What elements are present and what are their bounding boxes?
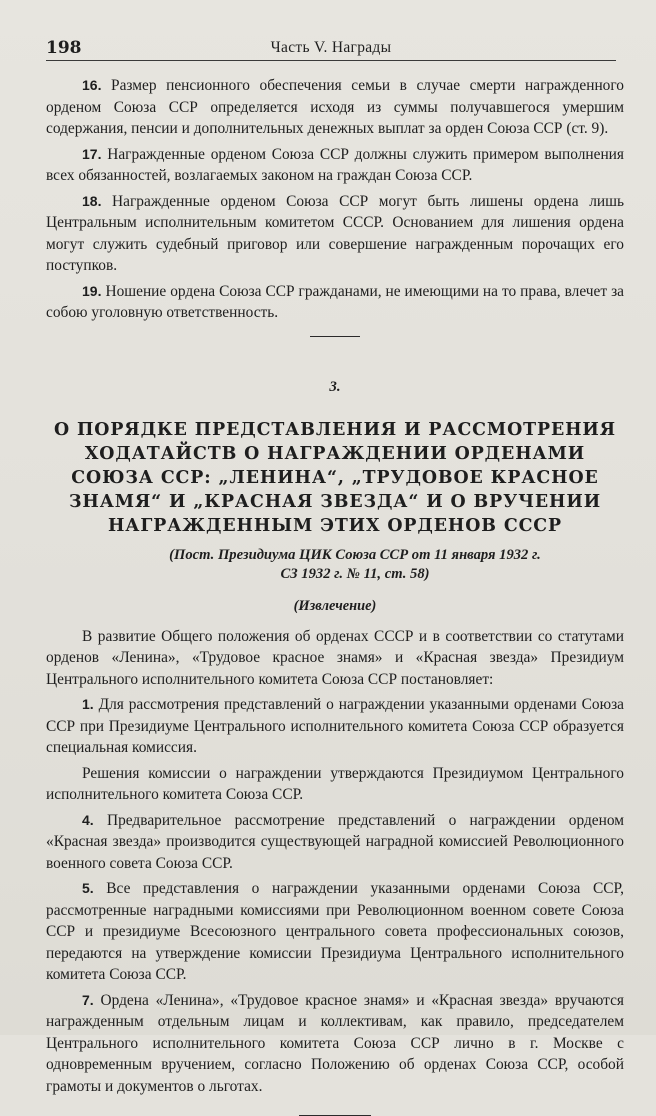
page-number: 198 [46,38,82,58]
paragraph-19 [46,281,624,324]
paragraph-number: 19. [82,282,102,299]
paragraph-text: Награжденные орденом Союза ССР должны служить примером выполнения всех обязанностей, возлагаемых законом на граждан Союза ССР. [46,145,624,184]
running-title: Часть V. Награды [270,39,392,56]
paragraph-text: Награжденные орденом Союза ССР могут быть лишены ордена лишь Центральным исполнительным комитетом СССР. Основанием для лишения ордена могут служить судебный приговор или совершение награжденным порочащих его поступков. [46,192,624,274]
paragraph-number: 7. [82,991,94,1008]
section-title: О ПОРЯДКЕ ПРЕДСТАВЛЕНИЯ И РАССМОТРЕНИЯ ХОДАТАЙСТВ О НАГРАЖДЕНИИ ОРДЕНАМИ СОЮЗА ССР: „ЛЕНИНА“, „ТРУДОВОЕ КРАСНОЕ ЗНАМЯ“ И „КРАСНАЯ ЗВЕЗДА“ И О ВРУЧЕНИИ НАГРАЖДЕННЫМ ЭТИХ ОРДЕНОВ СССР [53,420,616,536]
paragraph-4 [46,810,624,875]
section-number: 3. [329,378,341,395]
section-divider [310,336,360,337]
paragraph-number: 4. [82,811,94,828]
paragraph-number: 1. [82,696,94,712]
page-body [46,75,624,1116]
source-line-1: (Пост. Президиума ЦИК Союза ССР от 11 января 1932 г. [169,547,541,563]
paragraph-number: 18. [82,192,102,209]
paragraph-text: Для рассмотрения представлений о награждении указанными орденами Союза ССР при Президиуме Центрального исполнительного комитета Союза ССР образуется специальная комиссия. [46,696,624,756]
paragraph-number: 17. [82,145,102,162]
source-citation [86,546,624,584]
paragraph-text: В развитие Общего положения об орденах СССР и в соответствии со статутами орденов «Ленина», «Трудовое красное знамя» и «Красная звезда» Президиум Центрального исполнительного комитета Союза ССР постановляет: [46,627,624,688]
paragraph-7 [46,990,624,1098]
paragraph-number: 5. [82,880,94,896]
page-header [46,34,616,61]
paragraph-decisions [46,763,624,806]
paragraph-text: Размер пенсионного обеспечения семьи в случае смерти награжденного орденом Союза ССР определяется исходя из суммы получавшегося умершим содержания, пенсии и дополнительных денежных выплат за орден Союза ССР (ст. 9). [46,77,624,137]
paragraph-text: Предварительное рассмотрение представлений о награждении орденом «Красная звезда» производится существующей наградной комиссией Революционного военного совета Союза ССР. [46,811,624,872]
paragraph-5 [46,878,624,986]
extract-note: (Извлечение) [293,598,377,614]
paragraph-1 [46,694,624,759]
paragraph-text: Все представления о награждении указанными орденами Союза ССР, рассмотренные наградными комиссиями при Революционном военном совете Союза ССР и президиуме Всесоюзного центрального совета профессиональных союзов, передаются на утверждение комиссии Президиума Центрального исполнительного комитета Союза ССР. [46,880,624,983]
paragraph-text: Ордена «Ленина», «Трудовое красное знамя» и «Красная звезда» вручаются награжденным отдельным лицам и коллективам, как правило, председателем Центрального исполнительного комитета Союза ССР лично в г. Москве с одновременным вручением, согласно Положению об орденах Союза ССР, особой грамоты и документов о льготах. [46,991,624,1095]
paragraph-16 [46,75,624,140]
paragraph-text: Ношение ордена Союза ССР гражданами, не имеющими на то права, влечет за собою уголовную ответственность. [46,282,624,321]
paragraph-intro [46,626,624,691]
source-line-2: СЗ 1932 г. № 11, ст. 58) [280,566,430,582]
paragraph-number: 16. [82,77,102,93]
paragraph-17 [46,144,624,187]
paragraph-18 [46,191,624,277]
paragraph-text: Решения комиссии о награждении утверждаются Президиумом Центрального исполнительного комитета Союза ССР. [46,764,624,803]
